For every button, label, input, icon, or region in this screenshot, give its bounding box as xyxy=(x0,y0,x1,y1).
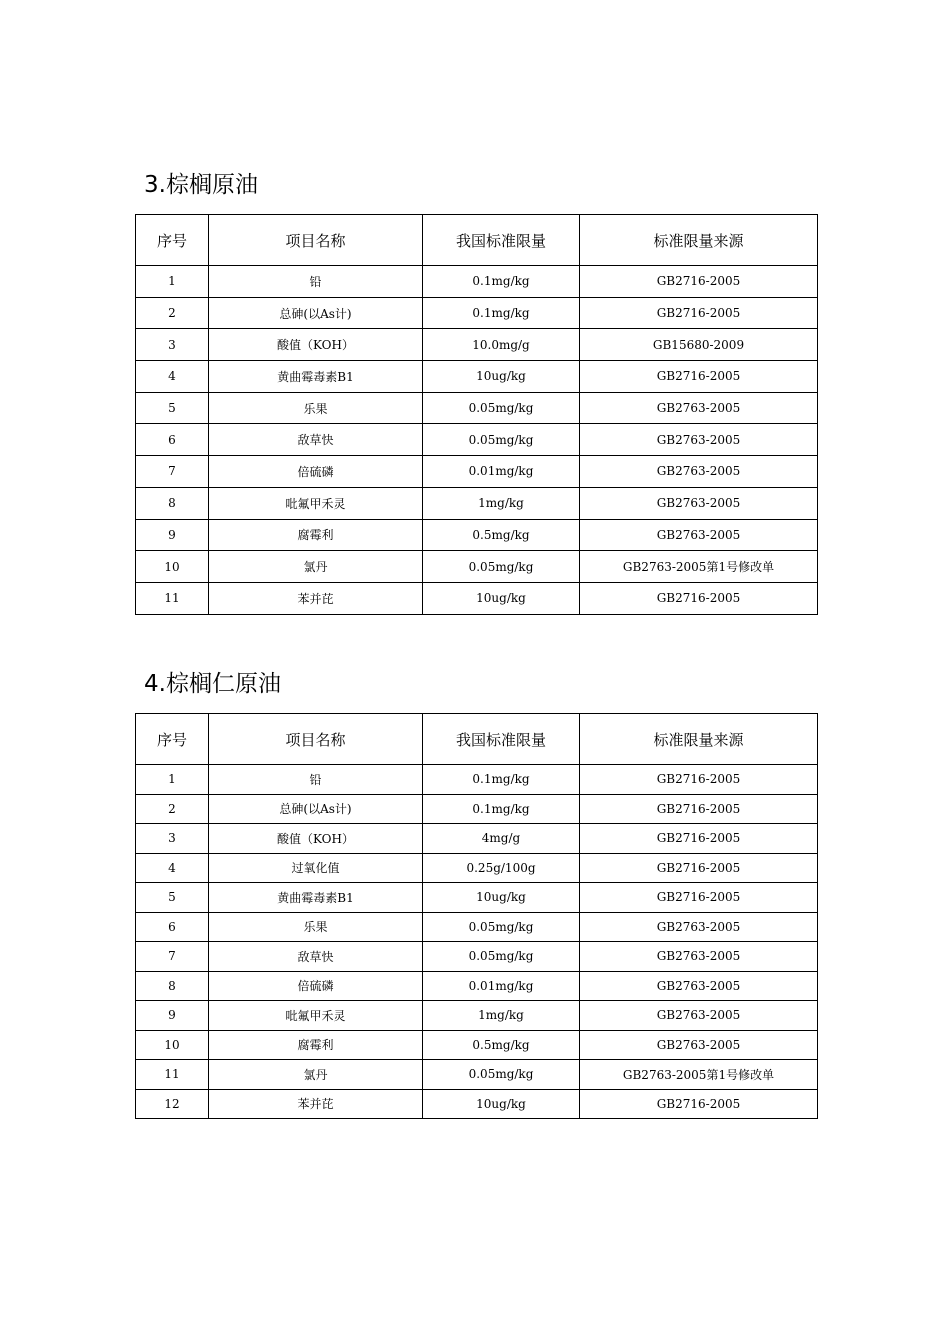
cell-national-limit: 0.05mg/kg xyxy=(423,942,580,972)
cell-index: 5 xyxy=(136,392,209,424)
cell-national-limit: 0.05mg/kg xyxy=(423,912,580,942)
cell-index: 3 xyxy=(136,824,209,854)
cell-item-name: 氯丹 xyxy=(209,551,423,583)
cell-index: 5 xyxy=(136,883,209,913)
limits-table-palm-kernel-crude-oil xyxy=(135,713,818,1119)
cell-national-limit: 1mg/kg xyxy=(423,1001,580,1031)
cell-limit-source: GB2716-2005 xyxy=(580,765,818,795)
cell-limit-source: GB2716-2005 xyxy=(580,853,818,883)
cell-national-limit: 0.05mg/kg xyxy=(423,424,580,456)
header-national-limit: 我国标准限量 xyxy=(423,215,580,266)
cell-national-limit: 10ug/kg xyxy=(423,361,580,393)
cell-national-limit: 0.1mg/kg xyxy=(423,794,580,824)
cell-index: 4 xyxy=(136,853,209,883)
cell-limit-source: GB2763-2005 xyxy=(580,456,818,488)
table-row xyxy=(136,1001,818,1031)
table-row xyxy=(136,1089,818,1119)
table-row xyxy=(136,1060,818,1090)
cell-limit-source: GB2716-2005 xyxy=(580,266,818,298)
table-row xyxy=(136,765,818,795)
cell-item-name: 铅 xyxy=(209,266,423,298)
cell-limit-source: GB2763-2005 xyxy=(580,971,818,1001)
cell-national-limit: 10ug/kg xyxy=(423,1089,580,1119)
cell-limit-source: GB2763-2005第1号修改单 xyxy=(580,551,818,583)
cell-index: 10 xyxy=(136,1030,209,1060)
cell-item-name: 苯并芘 xyxy=(209,1089,423,1119)
cell-index: 1 xyxy=(136,765,209,795)
cell-item-name: 总砷(以As计) xyxy=(209,297,423,329)
cell-limit-source: GB2716-2005 xyxy=(580,361,818,393)
cell-national-limit: 0.1mg/kg xyxy=(423,765,580,795)
cell-index: 10 xyxy=(136,551,209,583)
cell-limit-source: GB2763-2005 xyxy=(580,1030,818,1060)
header-national-limit: 我国标准限量 xyxy=(423,714,580,765)
cell-item-name: 苯并芘 xyxy=(209,582,423,614)
cell-index: 4 xyxy=(136,361,209,393)
table-header-row xyxy=(136,215,818,266)
cell-national-limit: 10ug/kg xyxy=(423,582,580,614)
header-index: 序号 xyxy=(136,215,209,266)
table-row xyxy=(136,883,818,913)
table-row xyxy=(136,971,818,1001)
cell-limit-source: GB2716-2005 xyxy=(580,297,818,329)
cell-limit-source: GB2763-2005 xyxy=(580,424,818,456)
cell-index: 9 xyxy=(136,1001,209,1031)
cell-index: 7 xyxy=(136,456,209,488)
cell-national-limit: 0.5mg/kg xyxy=(423,519,580,551)
cell-limit-source: GB2763-2005 xyxy=(580,1001,818,1031)
cell-limit-source: GB2763-2005 xyxy=(580,392,818,424)
cell-item-name: 腐霉利 xyxy=(209,1030,423,1060)
cell-limit-source: GB2716-2005 xyxy=(580,883,818,913)
cell-index: 8 xyxy=(136,971,209,1001)
cell-national-limit: 10.0mg/g xyxy=(423,329,580,361)
cell-limit-source: GB2716-2005 xyxy=(580,794,818,824)
cell-index: 6 xyxy=(136,912,209,942)
table-row xyxy=(136,329,818,361)
table-row xyxy=(136,912,818,942)
cell-item-name: 敌草快 xyxy=(209,942,423,972)
cell-item-name: 总砷(以As计) xyxy=(209,794,423,824)
cell-item-name: 黄曲霉毒素B1 xyxy=(209,883,423,913)
section-title-palm-kernel-crude-oil: 4.棕榈仁原油 xyxy=(144,671,281,697)
cell-national-limit: 4mg/g xyxy=(423,824,580,854)
cell-limit-source: GB2763-2005第1号修改单 xyxy=(580,1060,818,1090)
cell-item-name: 乐果 xyxy=(209,392,423,424)
table-row xyxy=(136,456,818,488)
cell-index: 6 xyxy=(136,424,209,456)
cell-national-limit: 0.01mg/kg xyxy=(423,456,580,488)
cell-item-name: 乐果 xyxy=(209,912,423,942)
cell-limit-source: GB2716-2005 xyxy=(580,824,818,854)
table-row xyxy=(136,1030,818,1060)
table-row xyxy=(136,487,818,519)
cell-limit-source: GB2763-2005 xyxy=(580,487,818,519)
cell-index: 1 xyxy=(136,266,209,298)
cell-item-name: 腐霉利 xyxy=(209,519,423,551)
cell-item-name: 氯丹 xyxy=(209,1060,423,1090)
cell-national-limit: 0.25g/100g xyxy=(423,853,580,883)
section-title-palm-crude-oil: 3.棕榈原油 xyxy=(144,172,258,198)
table-row xyxy=(136,361,818,393)
cell-index: 9 xyxy=(136,519,209,551)
cell-national-limit: 0.5mg/kg xyxy=(423,1030,580,1060)
cell-item-name: 敌草快 xyxy=(209,424,423,456)
cell-index: 7 xyxy=(136,942,209,972)
header-index: 序号 xyxy=(136,714,209,765)
cell-index: 11 xyxy=(136,1060,209,1090)
cell-limit-source: GB2763-2005 xyxy=(580,912,818,942)
cell-item-name: 倍硫磷 xyxy=(209,456,423,488)
cell-limit-source: GB2716-2005 xyxy=(580,582,818,614)
cell-index: 3 xyxy=(136,329,209,361)
cell-item-name: 黄曲霉毒素B1 xyxy=(209,361,423,393)
table-row xyxy=(136,266,818,298)
table-row xyxy=(136,519,818,551)
table-row xyxy=(136,942,818,972)
header-limit-source: 标准限量来源 xyxy=(580,714,818,765)
cell-item-name: 吡氟甲禾灵 xyxy=(209,1001,423,1031)
cell-national-limit: 10ug/kg xyxy=(423,883,580,913)
header-item-name: 项目名称 xyxy=(209,714,423,765)
cell-national-limit: 0.1mg/kg xyxy=(423,266,580,298)
table-row xyxy=(136,297,818,329)
limits-table-palm-crude-oil xyxy=(135,214,818,615)
cell-limit-source: GB2763-2005 xyxy=(580,942,818,972)
table-row xyxy=(136,582,818,614)
cell-index: 11 xyxy=(136,582,209,614)
cell-national-limit: 0.05mg/kg xyxy=(423,551,580,583)
cell-index: 8 xyxy=(136,487,209,519)
cell-national-limit: 0.05mg/kg xyxy=(423,1060,580,1090)
cell-national-limit: 0.01mg/kg xyxy=(423,971,580,1001)
cell-item-name: 吡氟甲禾灵 xyxy=(209,487,423,519)
cell-item-name: 过氧化值 xyxy=(209,853,423,883)
cell-limit-source: GB2716-2005 xyxy=(580,1089,818,1119)
cell-limit-source: GB15680-2009 xyxy=(580,329,818,361)
header-item-name: 项目名称 xyxy=(209,215,423,266)
cell-index: 12 xyxy=(136,1089,209,1119)
table-row xyxy=(136,551,818,583)
table-row xyxy=(136,824,818,854)
cell-national-limit: 0.05mg/kg xyxy=(423,392,580,424)
table-row xyxy=(136,424,818,456)
cell-national-limit: 0.1mg/kg xyxy=(423,297,580,329)
cell-national-limit: 1mg/kg xyxy=(423,487,580,519)
table-header-row xyxy=(136,714,818,765)
table-row xyxy=(136,853,818,883)
cell-index: 2 xyxy=(136,297,209,329)
cell-item-name: 铅 xyxy=(209,765,423,795)
cell-index: 2 xyxy=(136,794,209,824)
cell-item-name: 酸值（KOH） xyxy=(209,329,423,361)
cell-limit-source: GB2763-2005 xyxy=(580,519,818,551)
header-limit-source: 标准限量来源 xyxy=(580,215,818,266)
cell-item-name: 倍硫磷 xyxy=(209,971,423,1001)
cell-item-name: 酸值（KOH） xyxy=(209,824,423,854)
table-row xyxy=(136,794,818,824)
table-row xyxy=(136,392,818,424)
